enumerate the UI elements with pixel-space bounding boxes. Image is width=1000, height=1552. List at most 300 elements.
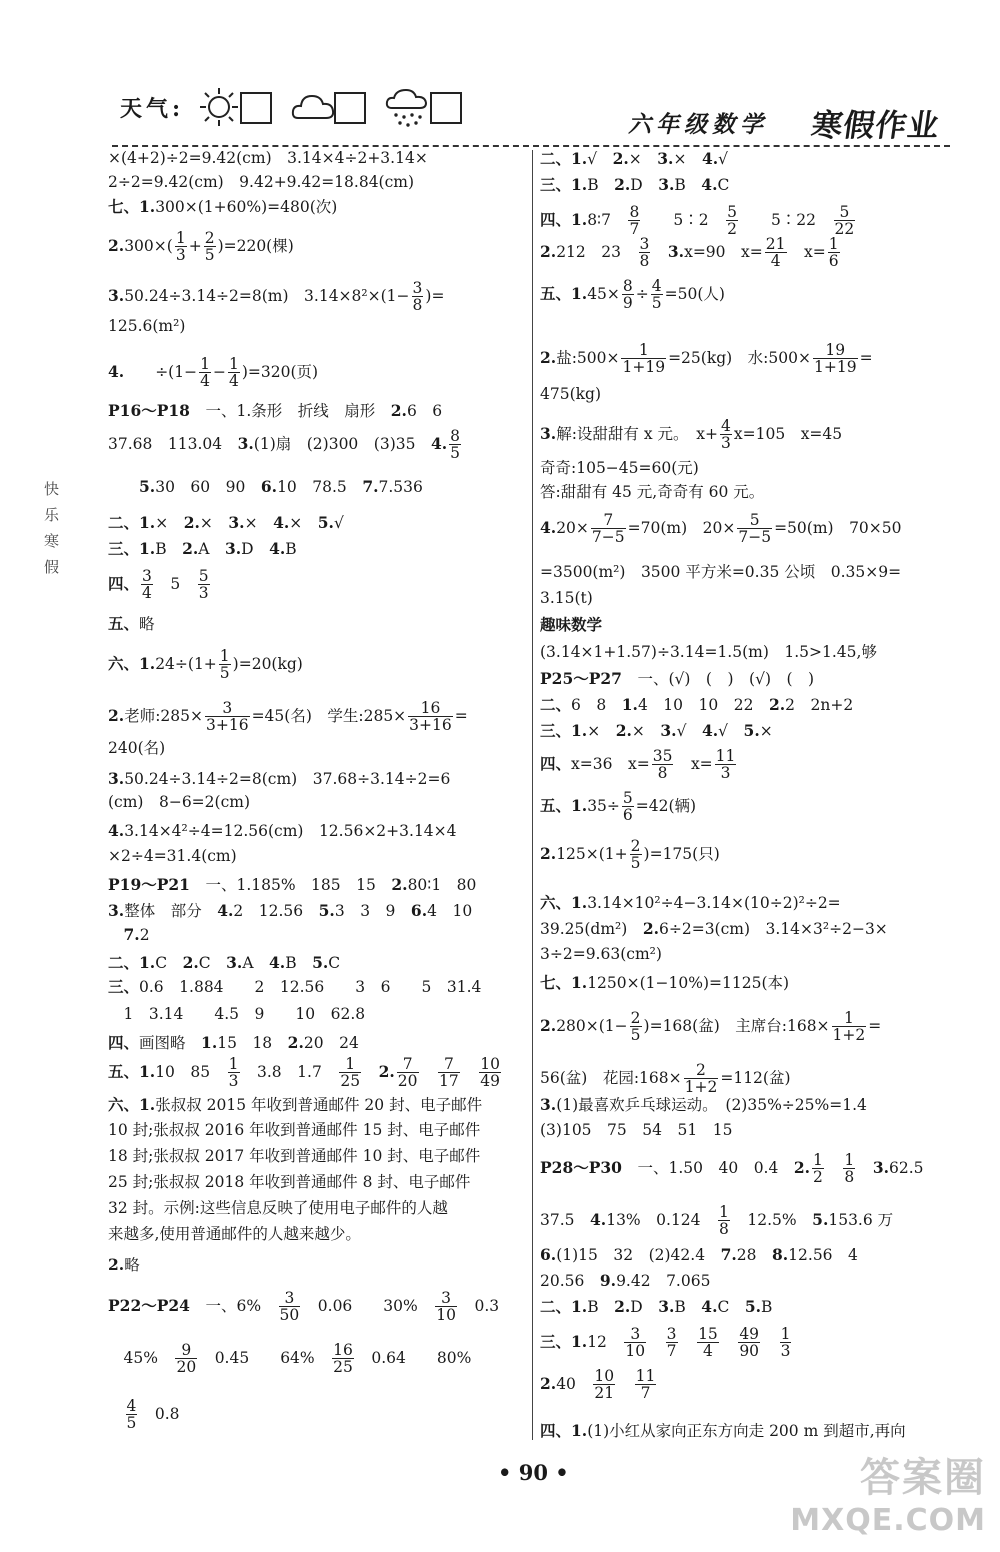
answer-text: ×: [289, 514, 318, 532]
answer-line: [108, 954, 340, 972]
answer-text: 8∶7: [587, 210, 627, 229]
fraction-numerator: 11: [635, 1367, 656, 1385]
answer-number: 2.: [182, 953, 199, 972]
fraction: [628, 204, 640, 238]
answer-text: 50.24÷3.14÷2=8(m) 3.14×8²×(1−: [124, 286, 410, 305]
fraction: [843, 1152, 855, 1186]
answer-text: ×2÷4=31.4(cm): [108, 847, 237, 865]
answer-text: [108, 478, 139, 496]
answer-number: 3.: [108, 285, 125, 305]
answer-text: D: [241, 540, 270, 558]
answer-text: =50(人): [664, 284, 725, 303]
answer-number: 二、1.: [540, 1297, 588, 1316]
answer-text: )=: [425, 286, 445, 305]
answer-text: =: [859, 348, 873, 367]
fraction-denominator: 1+2: [684, 1078, 718, 1097]
answer-line: [108, 648, 303, 682]
fraction: [141, 568, 153, 602]
fraction-denominator: 21: [594, 1384, 615, 1403]
answer-number: 5.: [312, 953, 329, 972]
fraction-numerator: 7: [591, 512, 626, 529]
fraction: [435, 1290, 457, 1324]
fraction-denominator: 3: [720, 764, 731, 783]
fraction-numerator: 3: [279, 1290, 301, 1307]
answer-line: [108, 1034, 359, 1052]
fraction: [737, 512, 772, 546]
answer-line: [108, 540, 297, 558]
subject-title: 六年级数学: [628, 111, 768, 138]
answer-text: ×: [244, 514, 274, 532]
fraction-numerator: 21: [765, 235, 786, 253]
answer-number: 4.: [701, 149, 719, 168]
answer-line: [540, 1096, 867, 1114]
sunny-checkbox[interactable]: [240, 92, 272, 124]
fraction: [198, 568, 210, 602]
answer-number: 7.: [720, 1245, 737, 1264]
answer-text: D: [630, 1298, 659, 1316]
fraction-denominator: 4: [702, 1342, 713, 1361]
answer-text: 6 8: [571, 696, 622, 714]
answer-text: 来越多,使用普通邮件的人越来越少。: [108, 1225, 361, 1243]
answer-number: 3.: [237, 433, 254, 453]
answer-number: 三、1.: [108, 539, 156, 558]
answer-text: 25 封;张叔叔 2018 年收到普通邮件 8 封、电子邮件: [108, 1173, 471, 1191]
answer-text: 40: [556, 1374, 592, 1393]
fraction-numerator: 49: [739, 1325, 760, 1343]
answer-text: 0.8: [139, 1404, 180, 1423]
answer-number: 三、1.: [540, 721, 588, 740]
snowy-checkbox[interactable]: [430, 92, 462, 124]
answer-number: 三、1.: [540, 175, 588, 194]
answer-line: [108, 740, 165, 757]
answer-line: [540, 204, 857, 238]
answer-text: [108, 1405, 124, 1423]
fraction-denominator: 1+2: [832, 1026, 866, 1045]
answer-text: −: [212, 362, 226, 381]
answer-text: 13% 0.124: [606, 1210, 717, 1229]
answer-line: [108, 1342, 471, 1376]
answer-text: √: [587, 150, 613, 168]
answer-text: ×(4+2)÷2=9.42(cm) 3.14×4÷2+3.14×: [108, 149, 428, 167]
answer-text: 28: [736, 1246, 772, 1264]
fraction: [199, 356, 211, 390]
fraction-denominator: 25: [340, 1072, 361, 1091]
answer-text: 125×(1+: [556, 844, 628, 863]
answer-text: C: [717, 1298, 745, 1316]
answer-number: 4.: [430, 433, 448, 453]
answer-number: 4.: [273, 513, 290, 532]
fraction-numerator: 4: [126, 1397, 137, 1415]
answer-line: [108, 978, 481, 996]
answer-text: [462, 1063, 478, 1081]
fraction: [279, 1290, 301, 1324]
answer-line: [108, 514, 344, 532]
answer-line: [540, 278, 725, 312]
answer-text: 45×: [587, 284, 620, 303]
answer-text: 153.6 万: [828, 1210, 894, 1229]
answer-text: [762, 1333, 778, 1351]
answer-line: [108, 1096, 482, 1114]
answer-text: 4 10 10 22: [637, 696, 769, 714]
fraction-denominator: 22: [834, 220, 855, 239]
answer-text: ÷: [635, 284, 649, 303]
fraction-numerator: 5: [834, 204, 856, 221]
answer-line: [108, 318, 185, 335]
answer-text: 一、1.185% 185 15: [189, 876, 392, 894]
fraction: [397, 1056, 419, 1090]
answer-text: 9.42 7.065: [616, 1272, 711, 1290]
answer-text: D: [630, 176, 659, 194]
fraction: [720, 418, 732, 452]
fraction: [438, 1056, 460, 1090]
fraction-numerator: 3: [639, 235, 650, 253]
answer-text: ×: [673, 150, 702, 168]
answer-number: 4.: [540, 517, 557, 537]
answer-line: [540, 722, 773, 740]
answer-number: 六、1.: [540, 893, 588, 912]
fraction-denominator: 6: [828, 252, 839, 271]
answer-text: (1)最喜欢乒乓球运动。 (2)35%÷25%=1.4: [556, 1096, 867, 1114]
fraction: [812, 1152, 824, 1186]
fraction-denominator: 3+16: [409, 716, 452, 735]
answer-number: 2.: [108, 1255, 125, 1274]
answer-number: 五、1.: [108, 1061, 156, 1081]
watermark-logo-text: 答案圈: [860, 1455, 986, 1501]
fraction: [591, 512, 626, 546]
fraction-numerator: 5: [737, 512, 772, 529]
answer-text: 35÷: [587, 796, 620, 815]
fraction-numerator: 4: [721, 417, 731, 435]
fraction-denominator: 7−5: [738, 528, 772, 547]
answer-text: )=320(页): [241, 362, 319, 381]
answer-line: [108, 230, 294, 264]
fraction: [175, 230, 187, 264]
answer-line: [108, 174, 414, 191]
answer-number: 7.: [123, 925, 140, 944]
answer-text: (3.14×1+1.57)÷3.14=1.5(m) 1.5>1.45,够: [540, 643, 877, 661]
fraction-numerator: 2: [630, 1009, 641, 1027]
fraction-denominator: 5: [126, 1414, 137, 1433]
answer-text: 2 2n+2: [785, 696, 854, 714]
fraction-denominator: 2: [813, 1168, 823, 1187]
fraction: [630, 838, 642, 872]
answer-text: ×: [759, 722, 773, 740]
fraction-denominator: 5: [630, 1026, 641, 1045]
answer-text: [363, 1063, 379, 1081]
answer-line: [540, 460, 699, 477]
answer-text: 4 10: [427, 902, 473, 920]
fraction-denominator: 1+19: [622, 358, 666, 377]
fraction-denominator: 8: [719, 1220, 729, 1239]
answer-line: [540, 342, 873, 376]
answer-text: =25(kg) 水:500×: [668, 348, 811, 367]
fraction-numerator: 11: [715, 747, 736, 765]
answer-line: [108, 402, 442, 420]
answer-number: 3.: [657, 149, 674, 168]
answer-number: 六、1.: [108, 1095, 156, 1114]
answer-line: [540, 696, 853, 714]
answer-line: [540, 386, 601, 403]
answer-number: 3.: [667, 241, 685, 261]
cloudy-checkbox[interactable]: [334, 92, 366, 124]
answer-text: 37.5: [540, 1210, 591, 1229]
answer-number: 5.: [743, 721, 760, 740]
answer-number: 2.: [612, 149, 629, 168]
fraction: [652, 748, 674, 782]
answer-text: 5∶22: [739, 210, 832, 229]
answer-text: [857, 1159, 873, 1177]
answer-text: 3.14×10²÷4−3.14×(10÷2)²÷2=: [587, 894, 841, 912]
answer-number: 四、1.: [540, 1421, 588, 1440]
answer-number: 5.: [318, 901, 335, 920]
fraction-numerator: 7: [438, 1056, 460, 1073]
answer-line: [108, 356, 318, 390]
fraction: [408, 700, 453, 734]
answer-text: [652, 243, 668, 261]
answer-text: A: [198, 540, 225, 558]
watermark: [790, 1446, 986, 1538]
answer-text: 10 78.5: [277, 478, 363, 496]
answer-line: [540, 974, 789, 992]
answer-text: C: [717, 176, 730, 194]
answer-text: ×: [587, 722, 616, 740]
answer-text: 答:甜甜有 45 元,奇奇有 60 元。: [540, 483, 765, 501]
fraction: [715, 748, 737, 782]
answer-text: 3 3 9: [334, 902, 411, 920]
answer-text: C: [155, 954, 183, 972]
fraction-denominator: 5: [219, 664, 230, 683]
fraction: [479, 1056, 501, 1090]
answer-number: 2.: [768, 695, 786, 714]
answer-text: 5∶2: [642, 210, 725, 229]
fraction-denominator: 9: [622, 294, 633, 313]
answer-text: 6 6: [406, 402, 443, 420]
answer-text: 0.45 64%: [199, 1348, 331, 1367]
fraction: [339, 1056, 361, 1090]
answer-line: [108, 615, 155, 633]
fraction: [175, 1342, 197, 1376]
fraction-numerator: 1: [621, 342, 666, 359]
answer-line: [108, 568, 212, 602]
answer-text: )=168(盆) 主席台:168×: [643, 1016, 830, 1035]
answer-text: 略: [139, 615, 155, 633]
answer-text: 3.8 1.7: [241, 1062, 338, 1081]
answer-number: 4.: [701, 721, 719, 740]
answer-number: 2.: [540, 843, 557, 863]
answer-line: [540, 790, 696, 824]
answer-text: 0.6 1.884 2 12.56 3 6 5 31.4: [139, 978, 482, 996]
answer-text: =70(m) 20×: [627, 518, 736, 537]
answer-text: 12.5%: [731, 1210, 813, 1229]
answer-number: 3.: [108, 769, 125, 788]
answer-line: [540, 150, 728, 168]
answer-line: [540, 1122, 732, 1139]
answer-number: 五、1.: [540, 283, 588, 303]
fraction: [412, 280, 424, 314]
answer-text: 整体 部分: [124, 902, 218, 920]
answer-number: 三、: [108, 977, 140, 996]
answer-text: [721, 1333, 737, 1351]
answer-text: 略: [124, 1256, 140, 1274]
answer-text: [648, 1333, 664, 1351]
fraction: [813, 342, 858, 376]
answer-line: [540, 1368, 658, 1402]
answer-line: [540, 512, 902, 546]
fraction-numerator: 5: [727, 203, 737, 221]
fraction: [205, 700, 250, 734]
fraction-numerator: 3: [205, 700, 250, 717]
answer-text: 62.5: [889, 1158, 924, 1177]
answer-text: 30 60 90: [155, 478, 261, 496]
fraction-denominator: 20: [176, 1358, 197, 1377]
fraction-numerator: 8: [629, 203, 640, 221]
answer-number: 3.: [540, 423, 557, 443]
column-divider: [532, 150, 533, 1440]
answer-line: [108, 822, 457, 840]
fraction-denominator: 8: [657, 764, 668, 783]
fraction: [621, 342, 666, 376]
answer-text: 画图略: [139, 1034, 202, 1052]
answer-line: [108, 794, 250, 811]
answer-text: x=105 x=45: [733, 424, 843, 443]
fraction-numerator: 15: [698, 1325, 718, 1343]
answer-text: ×: [199, 514, 229, 532]
answer-text: (cm) 8−6=2(cm): [108, 793, 251, 811]
answer-text: 20 24: [303, 1034, 359, 1052]
answer-line: [108, 280, 444, 314]
answer-number: 3.: [540, 1095, 557, 1114]
fraction: [718, 1204, 730, 1238]
fraction-numerator: 1: [828, 235, 839, 253]
answer-line: [540, 418, 842, 452]
fraction-numerator: 5: [198, 567, 209, 585]
answer-number: 2.: [614, 175, 631, 194]
answer-number: 二、: [540, 695, 572, 714]
answer-text: =: [454, 706, 468, 725]
answer-line: [108, 1174, 470, 1191]
fraction-numerator: 10: [480, 1055, 500, 1073]
side-vertical-text: [44, 476, 59, 580]
fraction-numerator: 3: [412, 279, 423, 297]
answer-number: 3.: [872, 1157, 889, 1177]
answer-text: (3)105 75 54 51 15: [540, 1121, 733, 1139]
answer-text: 0.06 30%: [302, 1296, 434, 1315]
answer-number: 四、: [108, 1033, 140, 1052]
answer-line: [540, 838, 720, 872]
answer-text: 212 23: [556, 242, 637, 261]
answer-text: 2: [139, 926, 150, 944]
answer-line: [540, 1326, 793, 1360]
book-title: 寒假作业: [808, 108, 943, 144]
fraction-numerator: 1: [844, 1151, 855, 1169]
fraction-numerator: 3: [142, 567, 152, 585]
fraction-denominator: 2: [727, 220, 737, 239]
answer-number: 7.: [362, 477, 379, 496]
answer-number: 二、1.: [540, 149, 588, 168]
answer-text: [680, 1333, 696, 1351]
answer-number: 5.: [812, 1209, 829, 1229]
answer-number: 七、1.: [108, 197, 156, 216]
fraction-denominator: 4: [228, 372, 239, 391]
answer-text: =112(盆): [720, 1068, 791, 1087]
watermark-url: MXQE.COM: [790, 1503, 986, 1538]
fraction-numerator: 2: [630, 837, 641, 855]
fraction-denominator: 4: [770, 252, 781, 271]
answer-number: 五、1.: [540, 795, 588, 815]
answer-text: 一、1.50 40 0.4: [621, 1158, 794, 1177]
answer-line: [540, 176, 729, 194]
fraction-denominator: 25: [333, 1358, 353, 1377]
answer-text: 解:设甜甜有 x 元。 x+: [556, 424, 718, 443]
answer-line: [540, 748, 738, 782]
fraction-numerator: 2: [204, 229, 215, 247]
answer-text: √: [676, 722, 702, 740]
answer-number: 2.: [540, 347, 557, 367]
answer-text: 张叔叔 2015 年收到普通邮件 20 封、电子邮件: [155, 1096, 483, 1114]
fraction: [228, 1056, 240, 1090]
answer-line: [108, 700, 468, 734]
answer-text: [421, 1063, 437, 1081]
answer-text: x=36 x=: [571, 754, 650, 773]
answer-text: )=20(kg): [232, 654, 303, 673]
fraction-numerator: 3: [666, 1325, 677, 1343]
fraction-denominator: 6: [622, 806, 633, 825]
answer-text: 45%: [108, 1348, 174, 1367]
fraction-numerator: 7: [397, 1056, 419, 1073]
answer-text: 300×(: [124, 236, 173, 255]
answer-text: =50(m) 70×50: [774, 518, 902, 537]
answer-text: 2÷2=9.42(cm) 9.42+9.42=18.84(cm): [108, 173, 415, 191]
answer-line: [108, 150, 428, 167]
answer-number: 9.: [599, 1271, 617, 1290]
answer-text: C: [198, 954, 227, 972]
fraction-denominator: 8: [412, 296, 423, 315]
fraction-numerator: 2: [684, 1062, 719, 1079]
fraction-numerator: 1: [832, 1010, 867, 1027]
answer-text: 10 封;张叔叔 2016 年收到普通邮件 15 封、电子邮件: [108, 1121, 481, 1139]
answer-number: 4.: [217, 901, 234, 920]
fraction-denominator: 8: [844, 1168, 855, 1187]
fraction: [726, 204, 738, 238]
answer-number: P16～P18: [108, 401, 190, 420]
fraction: [697, 1326, 719, 1360]
fraction: [622, 790, 634, 824]
fraction: [204, 230, 216, 264]
fraction-numerator: 16: [408, 700, 453, 717]
answer-text: x=: [675, 754, 713, 773]
answer-line: [108, 926, 150, 944]
answer-number: P28～P30: [540, 1157, 622, 1177]
answer-text: ×: [155, 514, 184, 532]
answer-text: A: [242, 954, 270, 972]
fraction-numerator: 1: [219, 647, 230, 665]
fraction-numerator: 1: [175, 229, 186, 247]
answer-number: 3.: [228, 513, 245, 532]
answer-text: 3.14×4²÷4=12.56(cm) 12.56×2+3.14×4: [124, 822, 457, 840]
answer-text: B: [674, 1298, 702, 1316]
fraction-denominator: 5: [204, 246, 215, 265]
fraction-numerator: 35: [652, 747, 673, 765]
answer-line: [540, 946, 662, 963]
answer-text: [617, 1375, 633, 1393]
fraction: [593, 1368, 615, 1402]
snow-icon: [384, 86, 430, 130]
answer-line: [108, 1200, 448, 1217]
answer-line: [540, 1204, 893, 1238]
answer-number: 5.: [139, 477, 156, 496]
answer-text: x=90 x=: [684, 242, 763, 261]
answer-text: 1 3.14 4.5 9 10 62.8: [108, 1005, 366, 1023]
